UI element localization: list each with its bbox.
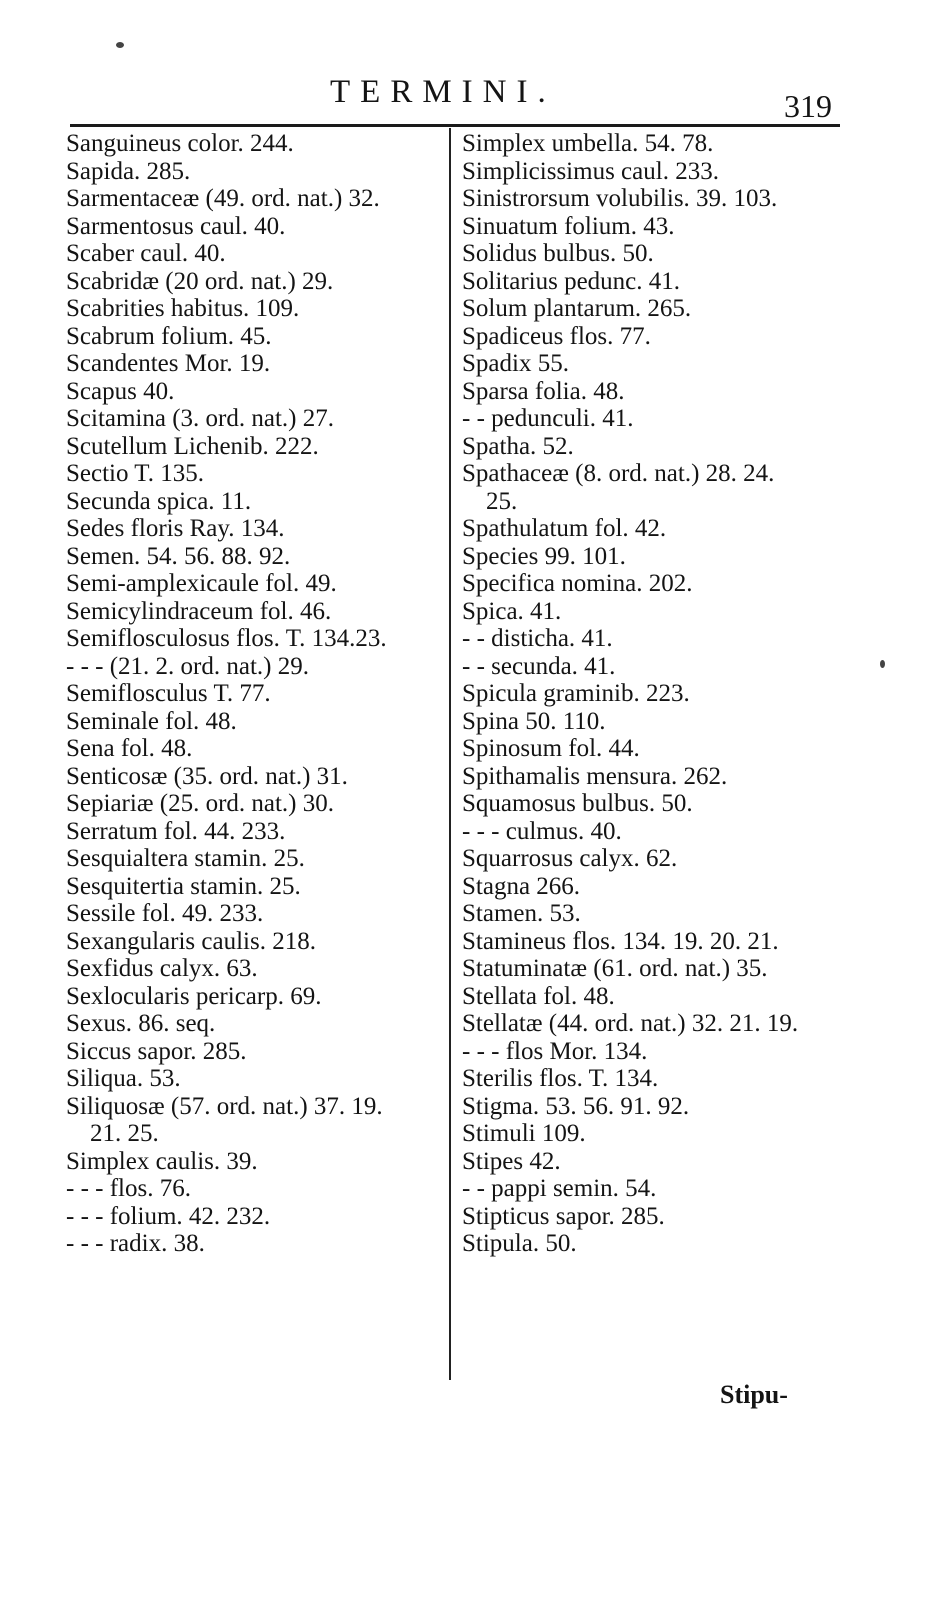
index-entry: Seminale fol. 48. <box>66 707 237 735</box>
index-entry: - - - folium. 42. 232. <box>66 1202 271 1230</box>
index-entry: Simplex umbella. 54. 78. <box>462 130 714 157</box>
page-number: 319 <box>784 88 832 124</box>
column-divider <box>449 128 451 1380</box>
catchword: Stipu- <box>720 1380 788 1409</box>
index-entry: Sexus. 86. seq. <box>66 1010 216 1037</box>
index-entry: Semen. 54. 56. 88. 92. <box>66 542 291 570</box>
index-entry: - - - (21. 2. ord. nat.) 29. <box>66 652 309 680</box>
index-entry: Sarmentaceæ (49. ord. nat.) 32. <box>66 185 380 212</box>
index-entry: Stagna 266. <box>462 872 581 900</box>
index-entry: Squarrosus calyx. 62. <box>462 845 678 872</box>
index-entry: Scabridæ (20 ord. nat.) 29. <box>66 267 334 295</box>
index-entry: Stigma. 53. 56. 91. 92. <box>462 1092 690 1120</box>
index-entry: Sinuatum folium. 43. <box>462 212 675 240</box>
index-entry: Sexlocularis pericarp. 69. <box>66 982 322 1010</box>
index-entry: Scandentes Mor. 19. <box>66 350 271 377</box>
index-entry: Specifica nomina. 202. <box>462 570 693 597</box>
index-entry: Sepiariæ (25. ord. nat.) 30. <box>66 790 335 817</box>
index-entry: Semiflosculus T. 77. <box>66 680 271 707</box>
index-entry: Sparsa folia. 48. <box>462 377 625 405</box>
index-entry: Stipticus sapor. 285. <box>462 1202 665 1230</box>
index-entry: Spathulatum fol. 42. <box>462 515 667 542</box>
index-entry: Stellata fol. 48. <box>462 982 615 1010</box>
index-entry: Spica. 41. <box>462 597 562 625</box>
index-entry: Semicylindraceum fol. 46. <box>66 597 332 625</box>
index-entry: Spathaceæ (8. ord. nat.) 28. 24. <box>462 460 775 487</box>
index-entry: Semi-amplexicaule fol. 49. <box>66 570 337 597</box>
index-entry: Sexangularis caulis. 218. <box>66 927 316 955</box>
index-entry: Secunda spica. 11. <box>66 487 252 515</box>
index-entry: - - disticha. 41. <box>462 625 613 652</box>
index-entry: Spina 50. 110. <box>462 707 606 735</box>
index-entry: - - - flos. 76. <box>66 1175 191 1202</box>
index-entry: Solidus bulbus. 50. <box>462 240 654 267</box>
index-entry: Simplicissimus caul. 233. <box>462 157 719 185</box>
index-entry: Spadix 55. <box>462 350 569 377</box>
index-entry: 25. <box>486 487 518 515</box>
ink-speck <box>116 42 124 48</box>
index-entry: - - pappi semin. 54. <box>462 1175 657 1202</box>
index-entry: Scabrum folium. 45. <box>66 322 272 350</box>
index-entry: Scabrities habitus. 109. <box>66 295 300 322</box>
index-entry: Scapus 40. <box>66 377 175 405</box>
header-rule <box>70 124 840 127</box>
index-entry: Sinistrorsum volubilis. 39. 103. <box>462 185 778 212</box>
ink-speck <box>880 660 885 668</box>
index-entry: Siliquosæ (57. ord. nat.) 37. 19. <box>66 1092 383 1120</box>
index-entry: Squamosus bulbus. 50. <box>462 790 693 817</box>
right-column <box>462 130 882 1258</box>
index-entry: Simplex caulis. 39. <box>66 1147 258 1175</box>
index-entry: Spatha. 52. <box>462 432 574 460</box>
index-entry: Sesquitertia stamin. 25. <box>66 872 301 900</box>
index-entry: Solum plantarum. 265. <box>462 295 692 322</box>
index-entry: Spinosum fol. 44. <box>462 735 640 762</box>
index-entry: Spithamalis mensura. 262. <box>462 762 728 790</box>
index-entry: - - pedunculi. 41. <box>462 405 634 432</box>
index-entry: Senticosæ (35. ord. nat.) 31. <box>66 762 348 790</box>
index-entry: Sterilis flos. T. 134. <box>462 1065 659 1092</box>
index-entry: Spadiceus flos. 77. <box>462 322 651 350</box>
index-entry: Statuminatæ (61. ord. nat.) 35. <box>462 955 768 982</box>
index-entry: Solitarius pedunc. 41. <box>462 267 681 295</box>
index-entry: Stamen. 53. <box>462 900 581 927</box>
index-entry: 21. 25. <box>90 1120 159 1147</box>
index-entry: Sesquialtera stamin. 25. <box>66 845 305 872</box>
index-entry: Sectio T. 135. <box>66 460 204 487</box>
index-entry: - - - culmus. 40. <box>462 817 622 845</box>
index-entry: Siccus sapor. 285. <box>66 1037 247 1065</box>
index-entry: - - - flos Mor. 134. <box>462 1037 648 1065</box>
index-entry: Sedes floris Ray. 134. <box>66 515 285 542</box>
index-entry: Stamineus flos. 134. 19. 20. 21. <box>462 927 779 955</box>
index-entry: Stimuli 109. <box>462 1120 586 1147</box>
index-entry: Stipula. 50. <box>462 1230 577 1257</box>
index-entry: Sena fol. 48. <box>66 735 193 762</box>
index-entry: Scaber caul. 40. <box>66 240 226 267</box>
running-head: TERMINI. <box>330 74 556 110</box>
index-entry: Scutellum Lichenib. 222. <box>66 432 319 460</box>
index-entry: - - - radix. 38. <box>66 1230 205 1257</box>
index-entry: Sapida. 285. <box>66 157 191 185</box>
index-entry: Semiflosculosus flos. T. 134.23. <box>66 625 387 652</box>
index-entry: Sarmentosus caul. 40. <box>66 212 286 240</box>
index-entry: Stellatæ (44. ord. nat.) 32. 21. 19. <box>462 1010 799 1037</box>
index-entry: Sexfidus calyx. 63. <box>66 955 258 982</box>
left-column <box>66 130 448 1258</box>
index-entry: Siliqua. 53. <box>66 1065 181 1092</box>
index-entry: Spicula graminib. 223. <box>462 680 690 707</box>
index-entry: Species 99. 101. <box>462 542 626 570</box>
index-entry: Sanguineus color. 244. <box>66 130 294 157</box>
index-entry: Stipes 42. <box>462 1147 561 1175</box>
index-entry: Serratum fol. 44. 233. <box>66 817 286 845</box>
index-entry: Sessile fol. 49. 233. <box>66 900 264 927</box>
index-entry: - - secunda. 41. <box>462 652 616 680</box>
index-entry: Scitamina (3. ord. nat.) 27. <box>66 405 334 432</box>
